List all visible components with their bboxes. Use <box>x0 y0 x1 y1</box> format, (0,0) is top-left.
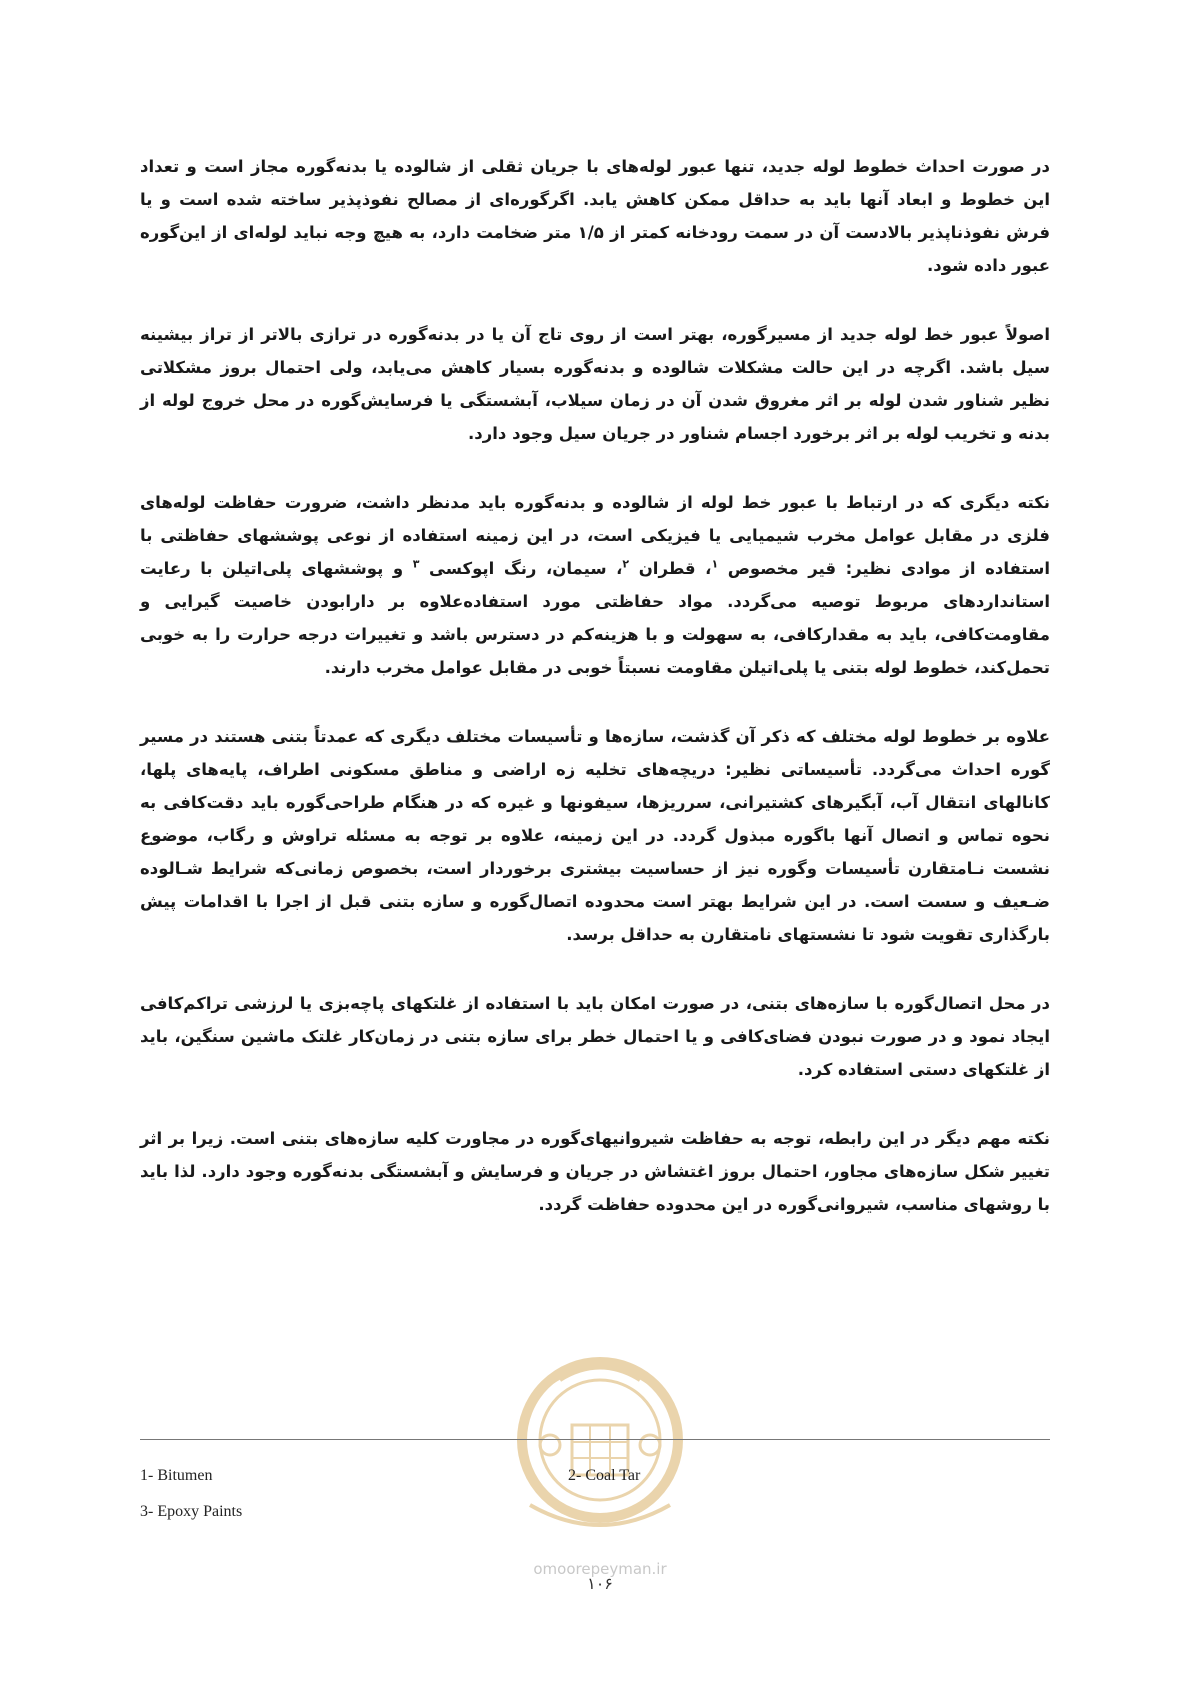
paragraph-text-part: نکته دیگری که در ارتباط با عبور خط لوله از شالوده و بدنه‌گوره باید مدنظر داشت، ضرورت حفاظت لوله‌های فلزی در مقابل عوامل مخرب شیمیایی یا فیزیکی است، در این زمینه استفاده از نوعی پوششهای حفاظتی با استفاده از موادی نظیر: قیر مخصوص <box>140 493 1051 578</box>
footnote-2: 2- Coal Tar <box>568 1467 641 1484</box>
paragraph-slope-protection: نکته مهم دیگر در این رابطه، توجه به حفاظت شیروانیهای‌گوره در مجاورت کلیه سازه‌های بتنی است. زیرا بر اثر تغییر شکل سازه‌های مجاور، احتمال بروز اغتشاش در جریان و فرسایش و آبشستگی بدنه‌گوره وجود دارد. لذا باید با روشهای مناسب، شیروانی‌گوره در این محدوده حفاظت گردد. <box>140 1129 1050 1214</box>
paragraph-text-part: ، سیمان، رنگ اپوکسی <box>429 559 623 578</box>
paragraph-text-part: ، قطران <box>638 559 712 578</box>
watermark-logo-icon <box>500 1330 700 1560</box>
footnote-1: 1- Bitumen <box>140 1467 213 1484</box>
paragraph-pipe-protection <box>140 486 1050 684</box>
watermark-site-text: omoorepeyman.ir <box>533 1560 667 1578</box>
footnote-divider <box>140 1439 1050 1440</box>
paragraph-pipe-construction: در صورت احداث خطوط لوله جدید، تنها عبور لوله‌های با جریان ثقلی از شالوده یا بدنه‌گوره مجاز است و تعداد این خطوط و ابعاد آنها باید به حداقل ممکن کاهش یابد. اگرگوره‌ای از مصالح نفوذپذیر ساخته شده است و یا فرش نفوذناپذیر بالادست آن در سمت رودخانه کمتر از ۱/۵ متر ضخامت دارد، به هیچ وجه نباید لوله‌ای از این‌گوره عبور داده شود. <box>140 157 1050 275</box>
paragraph-pipe-crossing: اصولاً عبور خط لوله جدید از مسیرگوره، بهتر است از روی تاج آن یا در بدنه‌گوره در ترازی بالاتر از تراز بیشینه سیل باشد. اگرچه در این حالت مشکلات شالوده و بدنه‌گوره بسیار کاهش می‌یابد، ولی احتمال بروز مشکلاتی نظیر شناور شدن لوله بر اثر مغروق شدن آن در زمان سیلاب، آبشستگی یا فرسایش‌گوره در محل خروج لوله از بدنه و تخریب لوله بر اثر برخورد اجسام شناور در جریان سیل وجود دارد. <box>140 325 1050 443</box>
footnote-ref-2: ۲ <box>622 557 630 571</box>
footnote-ref-1: ۱ <box>711 557 719 571</box>
body-text <box>140 150 1050 1257</box>
page-number: ۱۰۶ <box>587 1574 613 1593</box>
footnote-3: 3- Epoxy Paints <box>140 1503 243 1520</box>
footnote-ref-3: ۳ <box>412 557 420 571</box>
paragraph-concrete-structures: علاوه بر خطوط لوله مختلف که ذکر آن گذشت، سازه‌ها و تأسیسات مختلف دیگری که عمدتاً بتنی هستند در مسیر گوره احداث می‌گردد. تأسیساتی نظیر: دریچه‌های تخلیه زه اراضی و مناطق مسکونی اطراف، پایه‌های پلها، کانالهای انتقال آب، آبگیرهای کشتیرانی، سرریزها، سیفونها و غیره که در هنگام طراحی‌گوره باید دقت‌کافی به نحوه تماس و اتصال آنها باگوره مبذول گردد. در این زمینه، علاوه بر توجه به مسئله تراوش و رگاب، موضوع نشست نـامتقارن تأسیسات وگوره نیز از حساسیت بیشتری برخوردار است، بخصوص زمانی‌که شرایط شـالوده ضـعیف و سست است. در این شرایط بهتر است محدوده اتصال‌گوره و سازه بتنی قبل از اجرا با اقدامات پیش بارگذاری تقویت شود تا نشستهای نامتقارن به حداقل برسد. <box>140 727 1050 944</box>
paragraph-compaction: در محل اتصال‌گوره با سازه‌های بتنی، در صورت امکان باید با استفاده از غلتکهای پاچه‌بزی یا لرزشی تراکم‌کافی ایجاد نمود و در صورت نبودن فضای‌کافی و یا احتمال خطر برای سازه بتنی در زمان‌کار غلتک ماشین سنگین، باید از غلتکهای دستی استفاده کرد. <box>140 994 1050 1079</box>
paragraph-text-part: و پوششهای پلی‌اتیلن با رعایت استانداردهای مربوط توصیه می‌گردد. مواد حفاظتی مورد استفاده‌علاوه بر دارابودن خاصیت گیرایی و مقاومت‌کافی، باید به مقدارکافی، به سهولت و با هزینه‌کم در دسترس باشد و تغییرات درجه حرارت را به خوبی تحمل‌کند، خطوط لوله بتنی یا پلی‌اتیلن مقاومت نسبتاً خوبی در مقابل عوامل مخرب دارند. <box>140 559 1050 677</box>
